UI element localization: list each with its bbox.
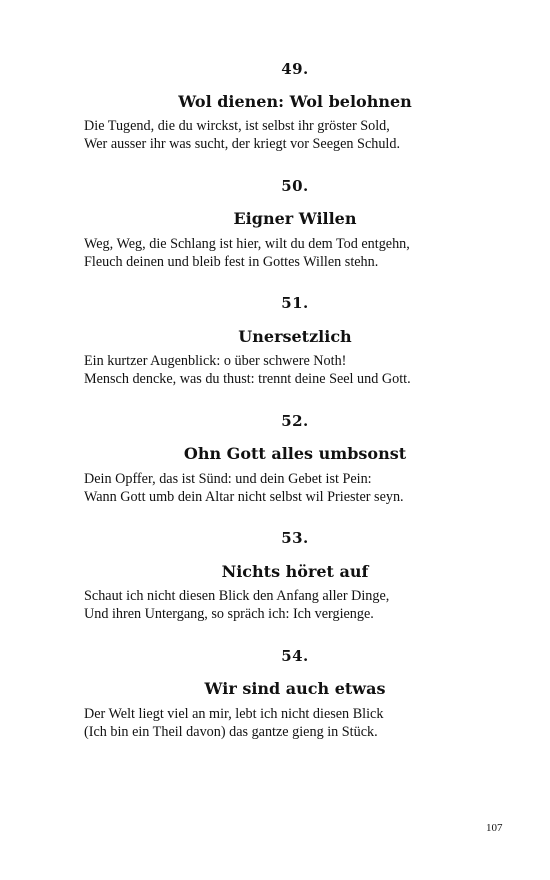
verse-line: Der Welt liegt viel an mir, lebt ich nicht diesen Blick (84, 706, 384, 722)
verse-line: Die Tugend, die du wirckst, ist selbst ihr gröster Sold, (84, 118, 390, 134)
epigram-number: 51. (281, 294, 309, 312)
epigram-number: 54. (281, 647, 309, 665)
epigram-number: 49. (281, 60, 309, 78)
epigram-verse (84, 470, 524, 506)
epigram-verse (84, 117, 524, 153)
verse-line: Und ihren Untergang, so spräch ich: Ich vergienge. (84, 606, 374, 622)
epigram-verse (84, 587, 524, 623)
epigram-number: 53. (281, 529, 309, 547)
epigram-title: Wir sind auch etwas (204, 679, 386, 698)
epigram-title: Eigner Willen (233, 209, 357, 228)
epigram-verse (84, 235, 524, 271)
epigram-number: 52. (281, 412, 309, 430)
verse-line: Schaut ich nicht diesen Blick den Anfang aller Dinge, (84, 588, 390, 604)
epigram-title: Ohn Gott alles umbsonst (183, 444, 407, 463)
verse-line: Dein Opffer, das ist Sünd: und dein Gebet ist Pein: (84, 471, 372, 487)
epigram-verse (84, 705, 524, 741)
epigram-title: Nichts höret auf (221, 562, 369, 581)
verse-line: Wer ausser ihr was sucht, der kriegt vor Seegen Schuld. (84, 136, 401, 152)
epigram-number: 50. (281, 177, 309, 195)
verse-line: (Ich bin ein Theil davon) das gantze gieng in Stück. (84, 724, 378, 740)
verse-line: Ein kurtzer Augenblick: o über schwere Noth! (84, 353, 347, 369)
verse-line: Fleuch deinen und bleib fest in Gottes Willen stehn. (84, 254, 379, 270)
verse-line: Mensch dencke, was du thust: trennt deine Seel und Gott. (84, 371, 411, 387)
verse-line: Wann Gott umb dein Altar nicht selbst wil Priester seyn. (84, 489, 404, 505)
epigram-title: Wol dienen: Wol belohnen (178, 92, 412, 111)
page-number: 107 (486, 822, 503, 834)
epigram-title: Unersetzlich (238, 327, 352, 346)
epigram-verse (84, 352, 524, 388)
verse-line: Weg, Weg, die Schlang ist hier, wilt du dem Tod entgehn, (84, 236, 410, 252)
